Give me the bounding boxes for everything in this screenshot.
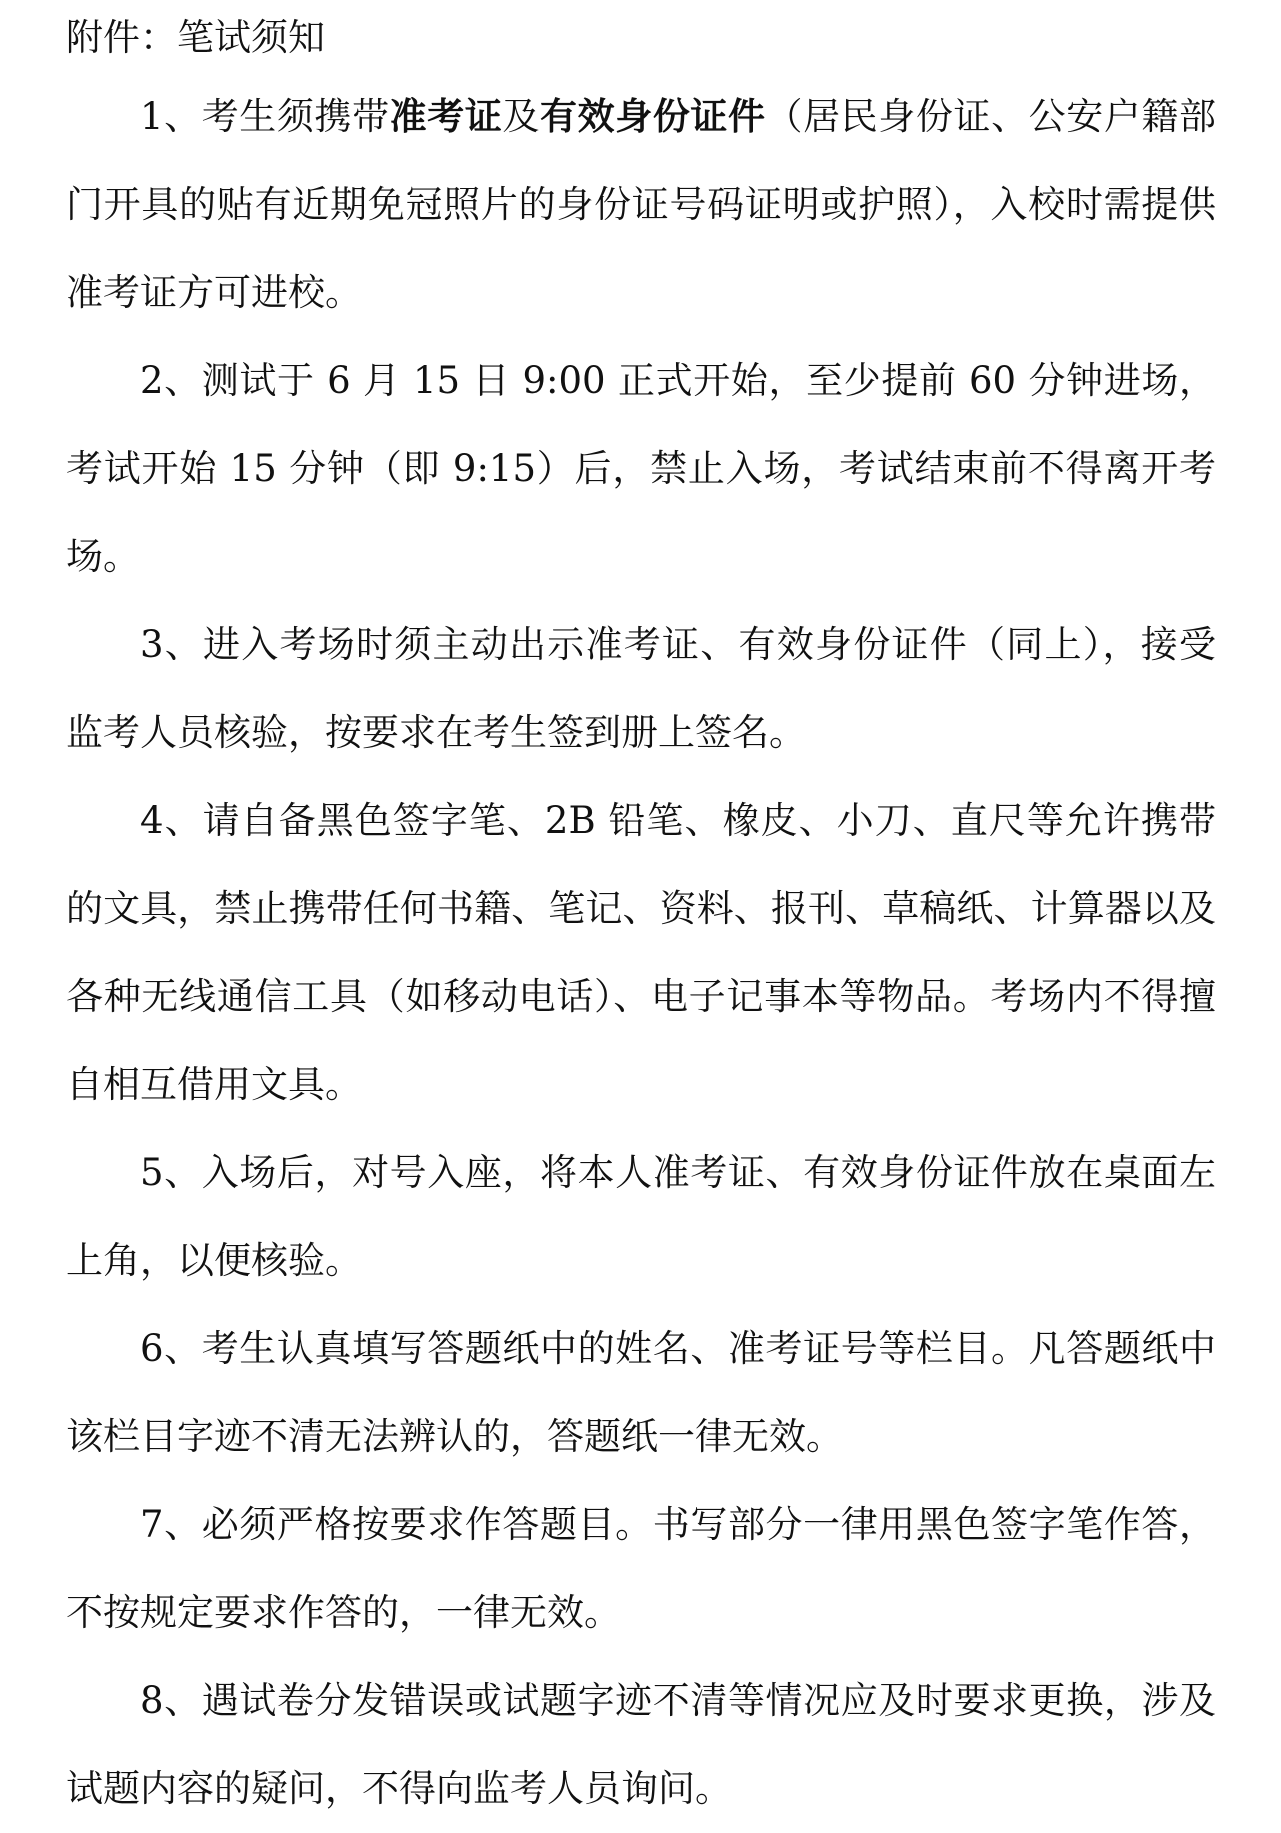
notice-item-1-text-a: 1、考生须携带 [140,95,390,138]
notice-item-7: 7、必须严格按要求作答题目。书写部分一律用黑色签字笔作答，不按规定要求作答的，一律无效。 [66,1503,1216,1634]
notice-item-3: 3、进入考场时须主动出示准考证、有效身份证件（同上），接受监考人员核验，按要求在考生签到册上签名。 [66,623,1216,754]
notice-item-5: 5、入场后，对号入座，将本人准考证、有效身份证件放在桌面左上角，以便核验。 [66,1151,1216,1282]
page-title: 附件：笔试须知 [66,16,325,59]
notice-item-4: 4、请自备黑色签字笔、2B 铅笔、橡皮、小刀、直尺等允许携带的文具，禁止携带任何书籍、笔记、资料、报刊、草稿纸、计算器以及各种无线通信工具（如移动电话）、电子记事本等物品。考场内不得擅自相互借用文具。 [66,799,1216,1106]
notice-item-8: 8、遇试卷分发错误或试题字迹不清等情况应及时要求更换，涉及试题内容的疑问，不得向监考人员询问。 [66,1679,1216,1810]
notice-item-6: 6、考生认真填写答题纸中的姓名、准考证号等栏目。凡答题纸中该栏目字迹不清无法辨认的，答题纸一律无效。 [66,1327,1216,1458]
notice-item-2: 2、测试于 6 月 15 日 9:00 正式开始，至少提前 60 分钟进场，考试开始 15 分钟（即 9:15）后，禁止入场，考试结束前不得离开考场。 [66,359,1216,578]
notice-list [66,72,1216,1833]
notice-item-1-text-c: （居民身份证、公安户籍部门开具的贴有近期免冠照片的身份证号码证明或护照），入校时需提供准考证方可进校。 [66,95,1217,314]
valid-id-emphasis: 有效身份证件 [540,94,766,138]
admission-ticket-emphasis: 准考证 [389,94,503,138]
notice-item-1 [66,72,1216,337]
notice-item-1-text-b: 及 [502,95,541,138]
